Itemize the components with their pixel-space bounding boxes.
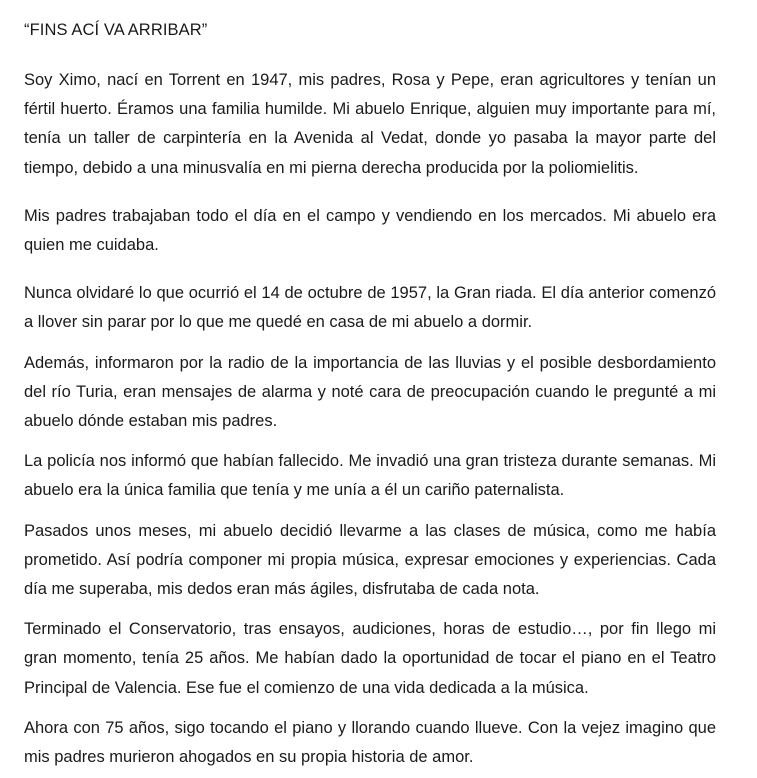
- paragraph-2: Mis padres trabajaban todo el día en el campo y vendiendo en los mercados. Mi abuelo era quien me cuidaba.: [24, 206, 716, 255]
- paragraph-7: Terminado el Conservatorio, tras ensayos, audiciones, horas de estudio…, por fin llego mi gran momento, tenía 25 años. Me habían dado la oportunidad de tocar el piano en el Teatro Principal de Valencia. Ese fue el comienzo de una vida dedicada a la música.: [24, 620, 716, 697]
- paragraph-1: Soy Ximo, nací en Torrent en 1947, mis padres, Rosa y Pepe, eran agricultores y tenían un fértil huerto. Éramos una familia humilde. Mi abuelo Enrique, alguien muy importante para mí, tenía un taller de carpintería en la Avenida al Vedat, donde yo pasaba la mayor parte del tiempo, debido a una minusvalía en mi pierna derecha producida por la poliomielitis.: [24, 71, 716, 177]
- document-title: “FINS ACÍ VA ARRIBAR”: [24, 21, 208, 39]
- paragraph-3: Nunca olvidaré lo que ocurrió el 14 de octubre de 1957, la Gran riada. El día anterior comenzó a llover sin parar por lo que me quedé en casa de mi abuelo a dormir.: [24, 284, 716, 332]
- paragraph-4: Además, informaron por la radio de la importancia de las lluvias y el posible desbordamiento del río Turia, eran mensajes de alarma y noté cara de preocupación cuando le pregunté a mi abuelo dónde estaban mis padres.: [24, 353, 716, 431]
- paragraph-8: Ahora con 75 años, sigo tocando el piano y llorando cuando llueve. Con la vejez imagino que mis padres murieron ahogados en su propia historia de amor.: [24, 718, 716, 767]
- paragraph-6: Pasados unos meses, mi abuelo decidió llevarme a las clases de música, como me había prometido. Así podría componer mi propia música, expresar emociones y experiencias. Cada día me superaba, mis dedos eran más ágiles, disfrutaba de cada nota.: [24, 521, 716, 599]
- paragraph-5: La policía nos informó que habían fallecido. Me invadió una gran tristeza durante semanas. Mi abuelo era la única familia que tenía y me unía a él un cariño paternalista.: [24, 452, 716, 500]
- document-body: [24, 16, 716, 772]
